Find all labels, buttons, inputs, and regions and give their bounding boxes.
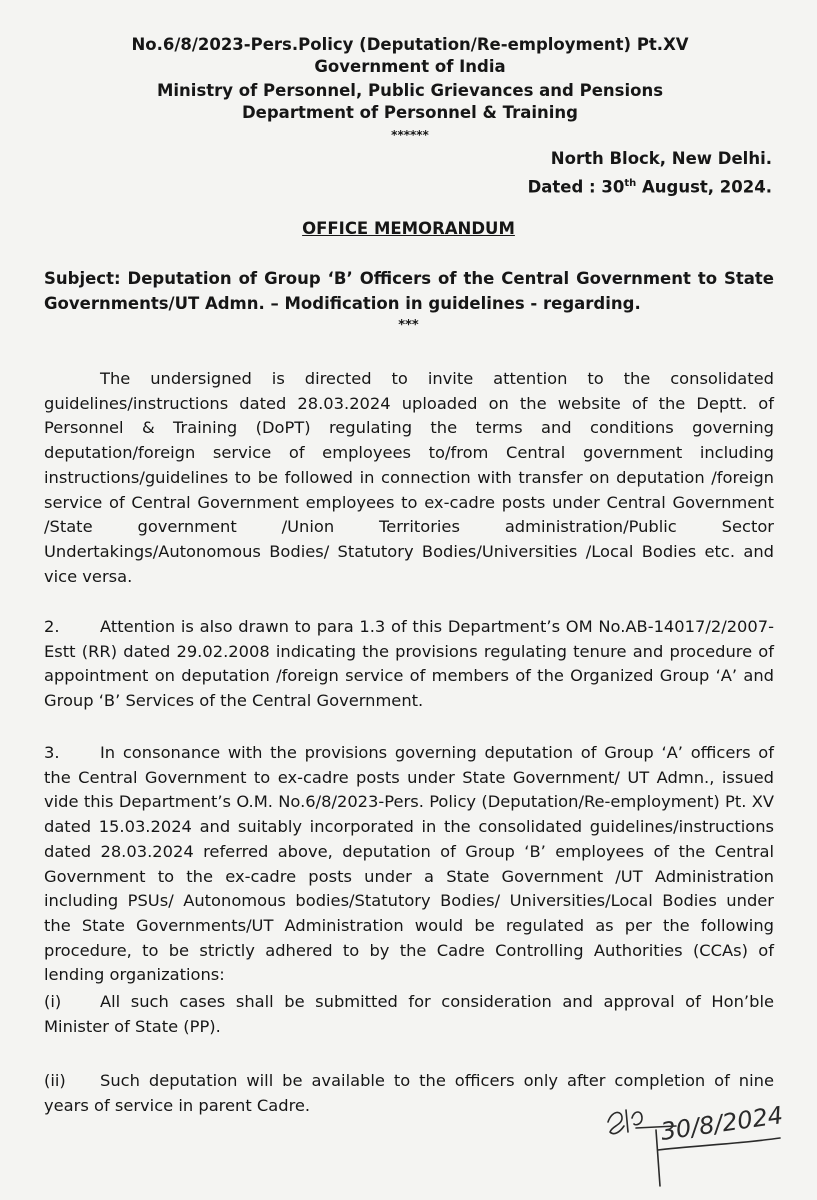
paragraph-2: [44, 615, 774, 714]
date-superscript: th: [624, 178, 637, 189]
signature-vertical-stroke: [656, 1130, 660, 1186]
paragraph-2-number: 2.: [44, 617, 60, 636]
subject-line: Subject: Deputation of Group ‘B’ Officers of the Central Government to State Governments/UT Admn. – Modification in guidelines - regarding.: [44, 269, 774, 313]
clause-i-number: (i): [44, 992, 62, 1011]
paragraph-2-text: Attention is also drawn to para 1.3 of this Department’s OM No.AB-14017/2/2007-Estt (RR) dated 29.02.2008 indicating the provisions regulating tenure and procedure of appointment on deputation /foreign service of members of the Organized Group ‘A’ and Group ‘B’ Services of the Central Government.: [44, 617, 774, 711]
dated-line: [528, 172, 772, 200]
clause-i: [44, 990, 774, 1039]
date-prefix: Dated : 30: [527, 177, 625, 197]
header-stars: ******: [391, 128, 429, 142]
signature-date-text: 30/8/2024: [658, 1101, 785, 1146]
paragraph-3-text: In consonance with the provisions governing deputation of Group ‘A’ officers of the Central Government to ex-cadre posts under State Government/ UT Admn., issued vide this Department’s O.M. No.6/8/2023-Pers. Policy (Deputation/Re-employment) Pt. XV dated 15.03.2024 and suitably incorporated in the consolidated guidelines/instructions dated 28.03.2024 referred above, deputation of Group ‘B’ employees of the Central Government to the ex-cadre posts under a State Government /UT Administration including PSUs/ Autonomous bodies/Statutory Bodies/ Universities/Local Bodies under the State Governments/UT Administration would be regulated as per the following procedure, to be strictly adhered to by the Cadre Controlling Authorities (CCAs) of lending organizations:: [44, 743, 774, 985]
signature-stroke: [626, 1110, 628, 1132]
ministry-name: Ministry of Personnel, Public Grievances and Pensions: [156, 81, 664, 100]
signature-initial-stroke: [608, 1112, 624, 1133]
paragraph-3-number: 3.: [44, 743, 60, 762]
clause-ii-number: (ii): [44, 1071, 66, 1090]
handwritten-signature: [598, 1088, 798, 1188]
clause-i-text: All such cases shall be submitted for consideration and approval of Hon’ble Minister of State (PP).: [44, 992, 774, 1036]
document-title: OFFICE MEMORANDUM: [302, 219, 515, 238]
government-name: Government of India: [314, 57, 506, 76]
department-name: Department of Personnel & Training: [241, 103, 578, 122]
paragraph-3: [44, 741, 774, 988]
date-suffix: August, 2024.: [636, 177, 772, 197]
place: North Block, New Delhi.: [550, 149, 772, 168]
paragraph-1: [44, 367, 774, 589]
signature-stroke: [632, 1112, 642, 1125]
clause-ii-text: Such deputation will be available to the officers only after completion of nine years of service in parent Cadre.: [44, 1071, 774, 1115]
subject-separator: ***: [398, 318, 419, 333]
paragraph-1-text: The undersigned is directed to invite attention to the consolidated guidelines/instructions dated 28.03.2024 uploaded on the website of the Deptt. of Personnel & Training (DoPT) regulating the terms and conditions governing deputation/foreign service of employees to/from Central government including instructions/guidelines to be followed in connection with transfer on deputation /foreign service of Central Government employees to ex-cadre posts under Central Government /State government /Union Territories administration/Public Sector Undertakings/Autonomous Bodies/ Statutory Bodies/Universities /Local Bodies etc. and vice versa.: [44, 369, 774, 586]
file-number: No.6/8/2023-Pers.Policy (Deputation/Re-employment) Pt.XV: [131, 35, 689, 54]
